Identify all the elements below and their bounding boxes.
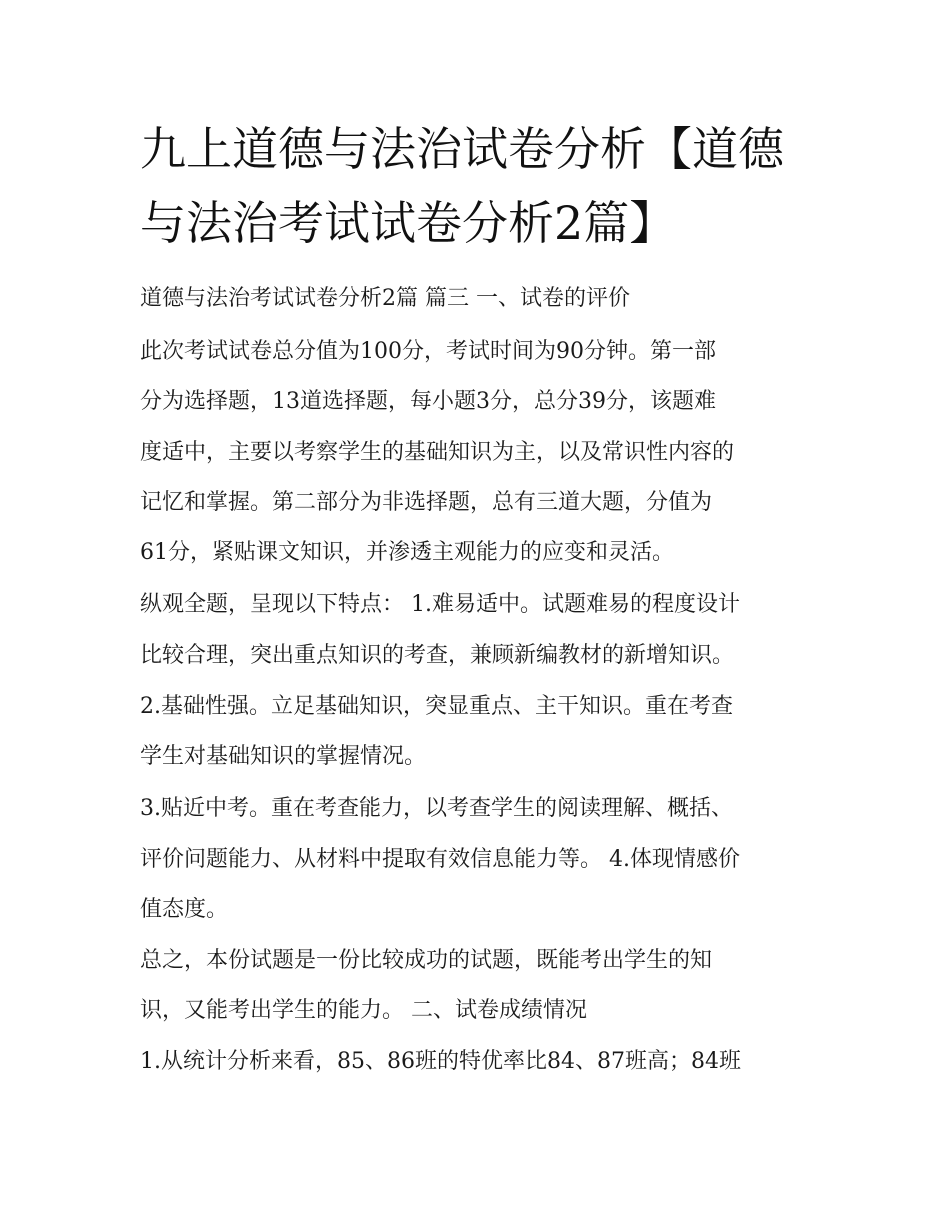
- body-line-14: 总之，本份试题是一份比较成功的试题，既能考出学生的知: [140, 948, 713, 973]
- body-line-9: 2.基础性强。立足基础知识，突显重点、主干知识。重在考查: [140, 694, 733, 719]
- body-line-12: 评价问题能力、从材料中提取有效信息能力等。 4.体现情感价: [140, 847, 740, 872]
- body-line-6: 61分，紧贴课文知识，并渗透主观能力的应变和灵活。: [140, 540, 674, 565]
- body-line-7: 纵观全题，呈现以下特点： 1.难易适中。试题难易的程度设计: [140, 592, 740, 617]
- body-line-10: 学生对基础知识的掌握情况。: [140, 744, 427, 769]
- body-line-15: 识，又能考出学生的能力。 二、试卷成绩情况: [140, 998, 587, 1023]
- body-line-11: 3.贴近中考。重在考查能力，以考查学生的阅读理解、概括、: [140, 796, 733, 821]
- body-line-13: 值态度。: [140, 897, 229, 922]
- body-line-2: 此次考试试卷总分值为100分，考试时间为90分钟。第一部: [140, 339, 716, 364]
- body-line-5: 记忆和掌握。第二部分为非选择题，总有三道大题，分值为: [140, 490, 713, 515]
- body-line-3: 分为选择题，13道选择题，每小题3分，总分39分，该题难: [140, 389, 716, 414]
- body-line-16: 1.从统计分析来看，85、86班的特优率比84、87班高；84班: [140, 1049, 741, 1074]
- body-line-4: 度适中，主要以考察学生的基础知识为主，以及常识性内容的: [140, 440, 735, 465]
- body-line-1: 道德与法治考试试卷分析2篇 篇三 一、试卷的评价: [140, 286, 630, 311]
- document-title: 九上道德与法治试卷分析【道德与法治考试试卷分析2篇】: [140, 122, 784, 250]
- body-line-8: 比较合理，突出重点知识的考查，兼顾新编教材的新增知识。: [140, 643, 735, 668]
